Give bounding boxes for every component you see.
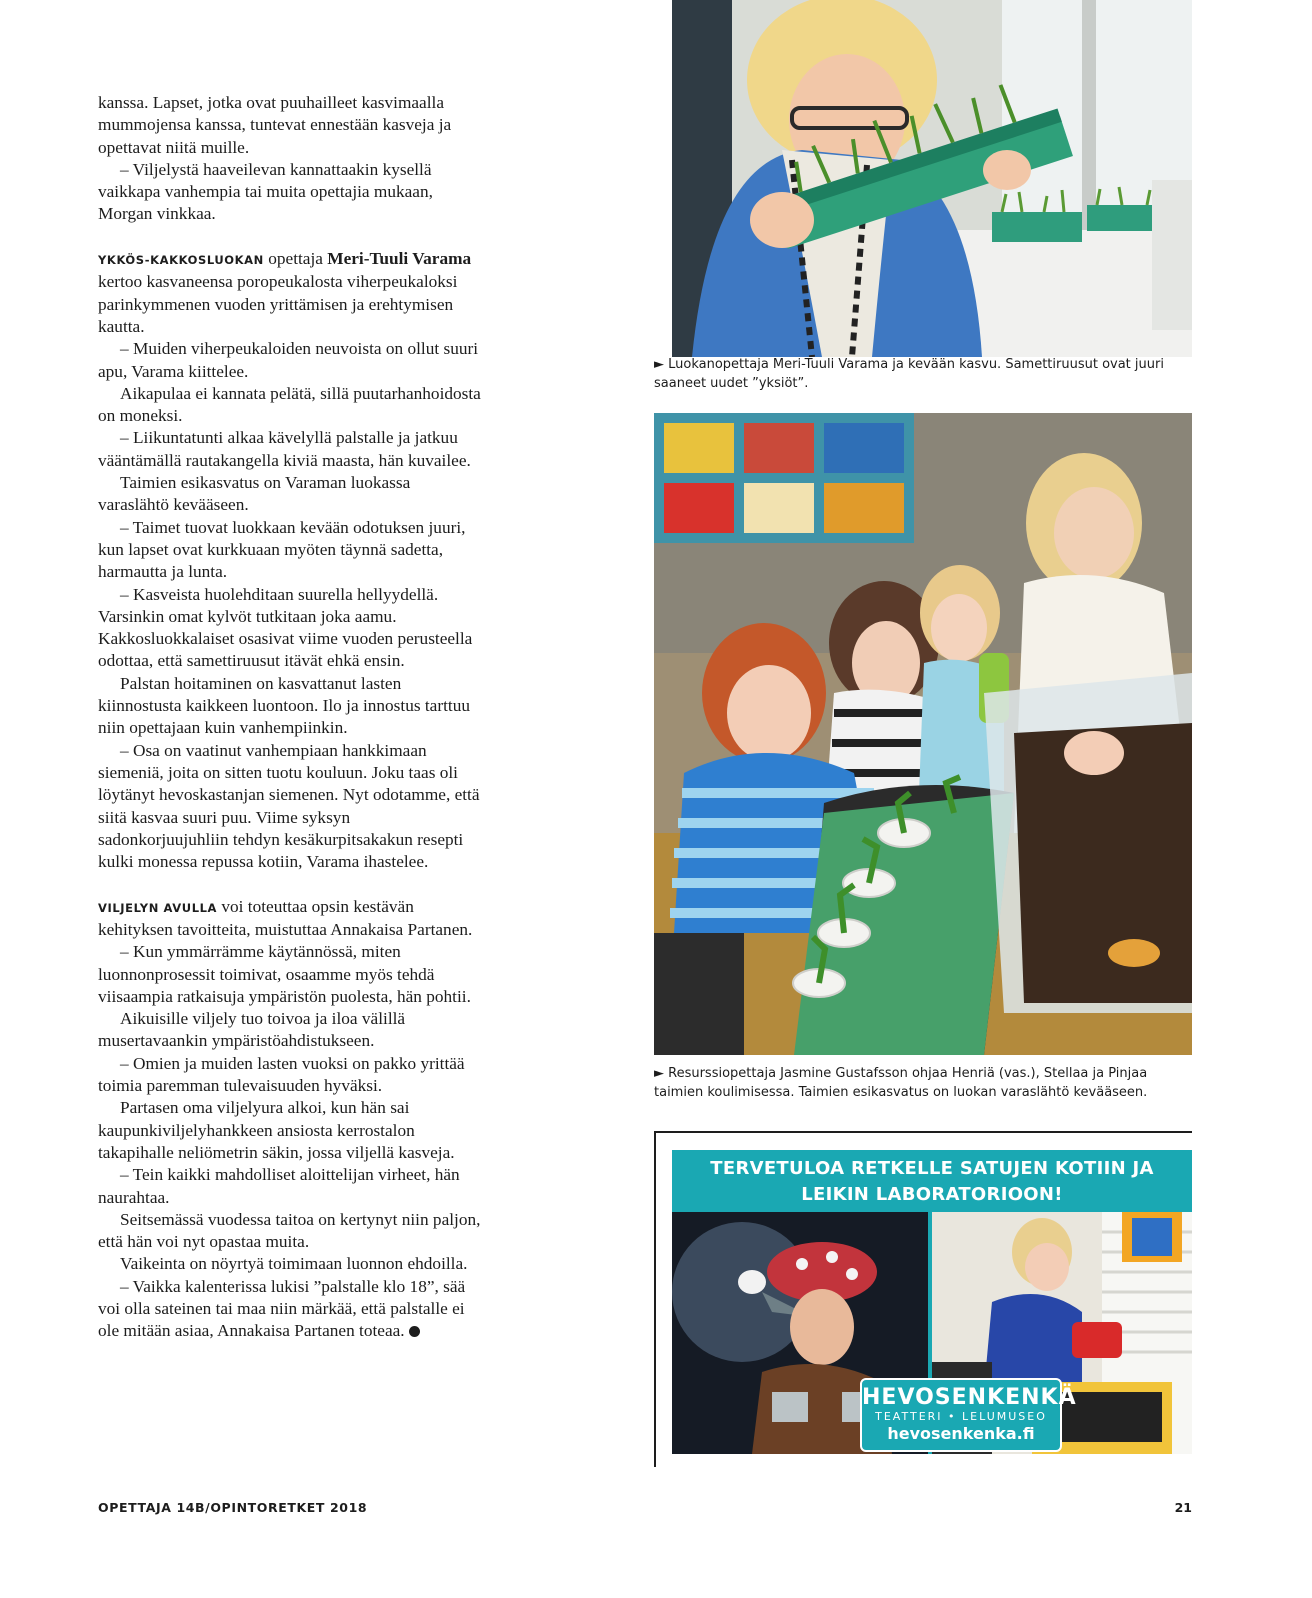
- page-number: 21: [1174, 1500, 1192, 1515]
- article-paragraph: – Omien ja muiden lasten vuoksi on pakko yrittää toimia paremman tulevaisuuden hyväksi.: [98, 1053, 465, 1096]
- logo-url[interactable]: hevosenkenka.fi: [887, 1424, 1035, 1443]
- photo-children-transplanting: [654, 413, 1192, 1055]
- photo-teacher-seedlings: [672, 0, 1192, 357]
- section-lead-paragraph: [98, 896, 482, 942]
- section-lead: VILJELYN AVULLA: [98, 900, 218, 915]
- ad-left-rule: [654, 1131, 656, 1467]
- section-lead-paragraph: [98, 248, 482, 338]
- lead-connector: opettaja: [263, 249, 328, 269]
- article-paragraph: Aikuisille viljely tuo toivoa ja iloa välillä musertavaankin ympäristöahdistukseen.: [98, 1009, 406, 1051]
- footer-publication: OPETTAJA 14B/OPINTORETKET 2018: [98, 1500, 368, 1515]
- article-paragraph: Partasen oma viljelyura alkoi, kun hän sai kaupunkiviljelyhankkeen ansiosta kerrostalon takapihalle neliömetrin säkin, jossa viljellä kasveja.: [98, 1098, 455, 1162]
- article-paragraph: Taimien esikasvatus on Varaman luokassa varaslähtö kevääseen.: [98, 473, 411, 515]
- article-paragraph: Aikapulaa ei kannata pelätä, sillä puutarhanhoidosta on moneksi.: [98, 383, 481, 426]
- person-name: Meri-Tuuli Varama: [327, 249, 472, 269]
- article-paragraph: Vaikeinta on nöyrtyä toimimaan luonnon ehdoilla.: [120, 1254, 468, 1274]
- article-paragraph: kanssa. Lapset, jotka ovat puuhailleet kasvimaalla mummojensa kanssa, tuntevat ennestään kasveja ja opettavat niitä muille.: [98, 93, 452, 157]
- article-paragraph: – Viljelystä haaveilevan kannattaakin kysellä vaikkapa vanhempia tai muita opettajia mukaan, Morgan vinkkaa.: [98, 159, 433, 224]
- caption-photo-1: ► Luokanopettaja Meri-Tuuli Varama ja kevään kasvu. Samettiruusut ovat juuri saaneet uudet ”yksiöt”.: [654, 357, 1164, 391]
- logo-subtitle: TEATTERI • LELUMUSEO: [875, 1410, 1047, 1423]
- article-paragraph: – Liikuntatunti alkaa kävelyllä palstalle ja jatkuu vääntämällä rautakangella kiviä maasta, hän kuvailee.: [98, 428, 471, 470]
- article-column: [98, 92, 482, 1343]
- article-paragraph: – Osa on vaatinut vanhempiaan hankkimaan siemeniä, joita on sitten tuotu kouluun. Joku taas oli löytänyt hevoskastanjan siemenen. Nyt odotamme, että siitä kasvaa suuri puu. Viime syksyn sadonkorjuujuhliin tehdyn kesäkurpitsakakun resepti kulki monessa repussa kotiin, Varama ihastelee.: [98, 740, 480, 872]
- lead-rest: voi toteuttaa opsin kestävän kehityksen tavoitteita, muistuttaa Annakaisa Partanen.: [98, 896, 473, 939]
- article-paragraph: – Kun ymmärrämme käytännössä, miten luonnonprosessit toimivat, osaamme myös tehdä viisaampia ratkaisuja ympäristön puolesta, hän pohtii.: [98, 942, 471, 1006]
- final-text: – Vaikka kalenterissa lukisi ”palstalle klo 18”, sää voi olla sateinen tai maa niin märkää, että palstalle ei ole mitään asiaa, Annakaisa Partanen toteaa.: [98, 1276, 466, 1341]
- section-lead: YKKÖS-KAKKOSLUOKAN: [98, 253, 264, 268]
- ad-headline-line-1: TERVETULOA RETKELLE SATUJEN KOTIIN JA: [710, 1158, 1154, 1179]
- article-paragraph: – Muiden viherpeukaloiden neuvoista on ollut suuri apu, Varama kiittelee.: [98, 339, 479, 381]
- ad-headline-line-2: LEIKIN LABORATORIOON!: [801, 1184, 1063, 1205]
- article-paragraph: Palstan hoitaminen on kasvattanut lasten kiinnostusta kaikkeen luontoon. Ilo ja innostus tarttuu niin opettajaan kuin vanhempiinkin.: [98, 673, 470, 738]
- end-mark-icon: [409, 1326, 420, 1337]
- ad-top-rule: [654, 1131, 1192, 1133]
- caption-photo-2: ► Resurssiopettaja Jasmine Gustafsson ohjaa Henriä (vas.), Stellaa ja Pinjaa taimien koulimisessa. Taimien esikasvatus on luokan varaslähtö kevääseen.: [654, 1066, 1148, 1100]
- article-final-paragraph: [98, 1276, 482, 1343]
- article-paragraph: Seitsemässä vuodessa taitoa on kertynyt niin paljon, että hän voi nyt opastaa muita.: [98, 1209, 481, 1252]
- article-paragraph: – Taimet tuovat luokkaan kevään odotuksen juuri, kun lapset ovat kurkkuaan myöten täynnä sadetta, harmautta ja lunta.: [98, 517, 466, 582]
- article-paragraph: – Tein kaikki mahdolliset aloittelijan virheet, hän naurahtaa.: [98, 1165, 460, 1207]
- ad-headline: [672, 1156, 1192, 1208]
- article-paragraph: – Kasveista huolehditaan suurella hellyydellä. Varsinkin omat kylvöt tutkitaan joka aamu. Kakkosluokkalaiset osasivat viime vuoden perusteella odottaa, että samettiruusut itävät ehkä ensin.: [98, 584, 473, 671]
- lead-rest: kertoo kasvaneensa poropeukalosta viherpeukaloksi parinkymmenen vuoden yrittämisen ja erehtymisen kautta.: [98, 272, 458, 336]
- hevosenkenka-logo[interactable]: [860, 1378, 1077, 1452]
- hevosenkenka-advertisement[interactable]: [672, 1150, 1192, 1454]
- logo-name: HEVOSENKENKÄ: [862, 1385, 1077, 1410]
